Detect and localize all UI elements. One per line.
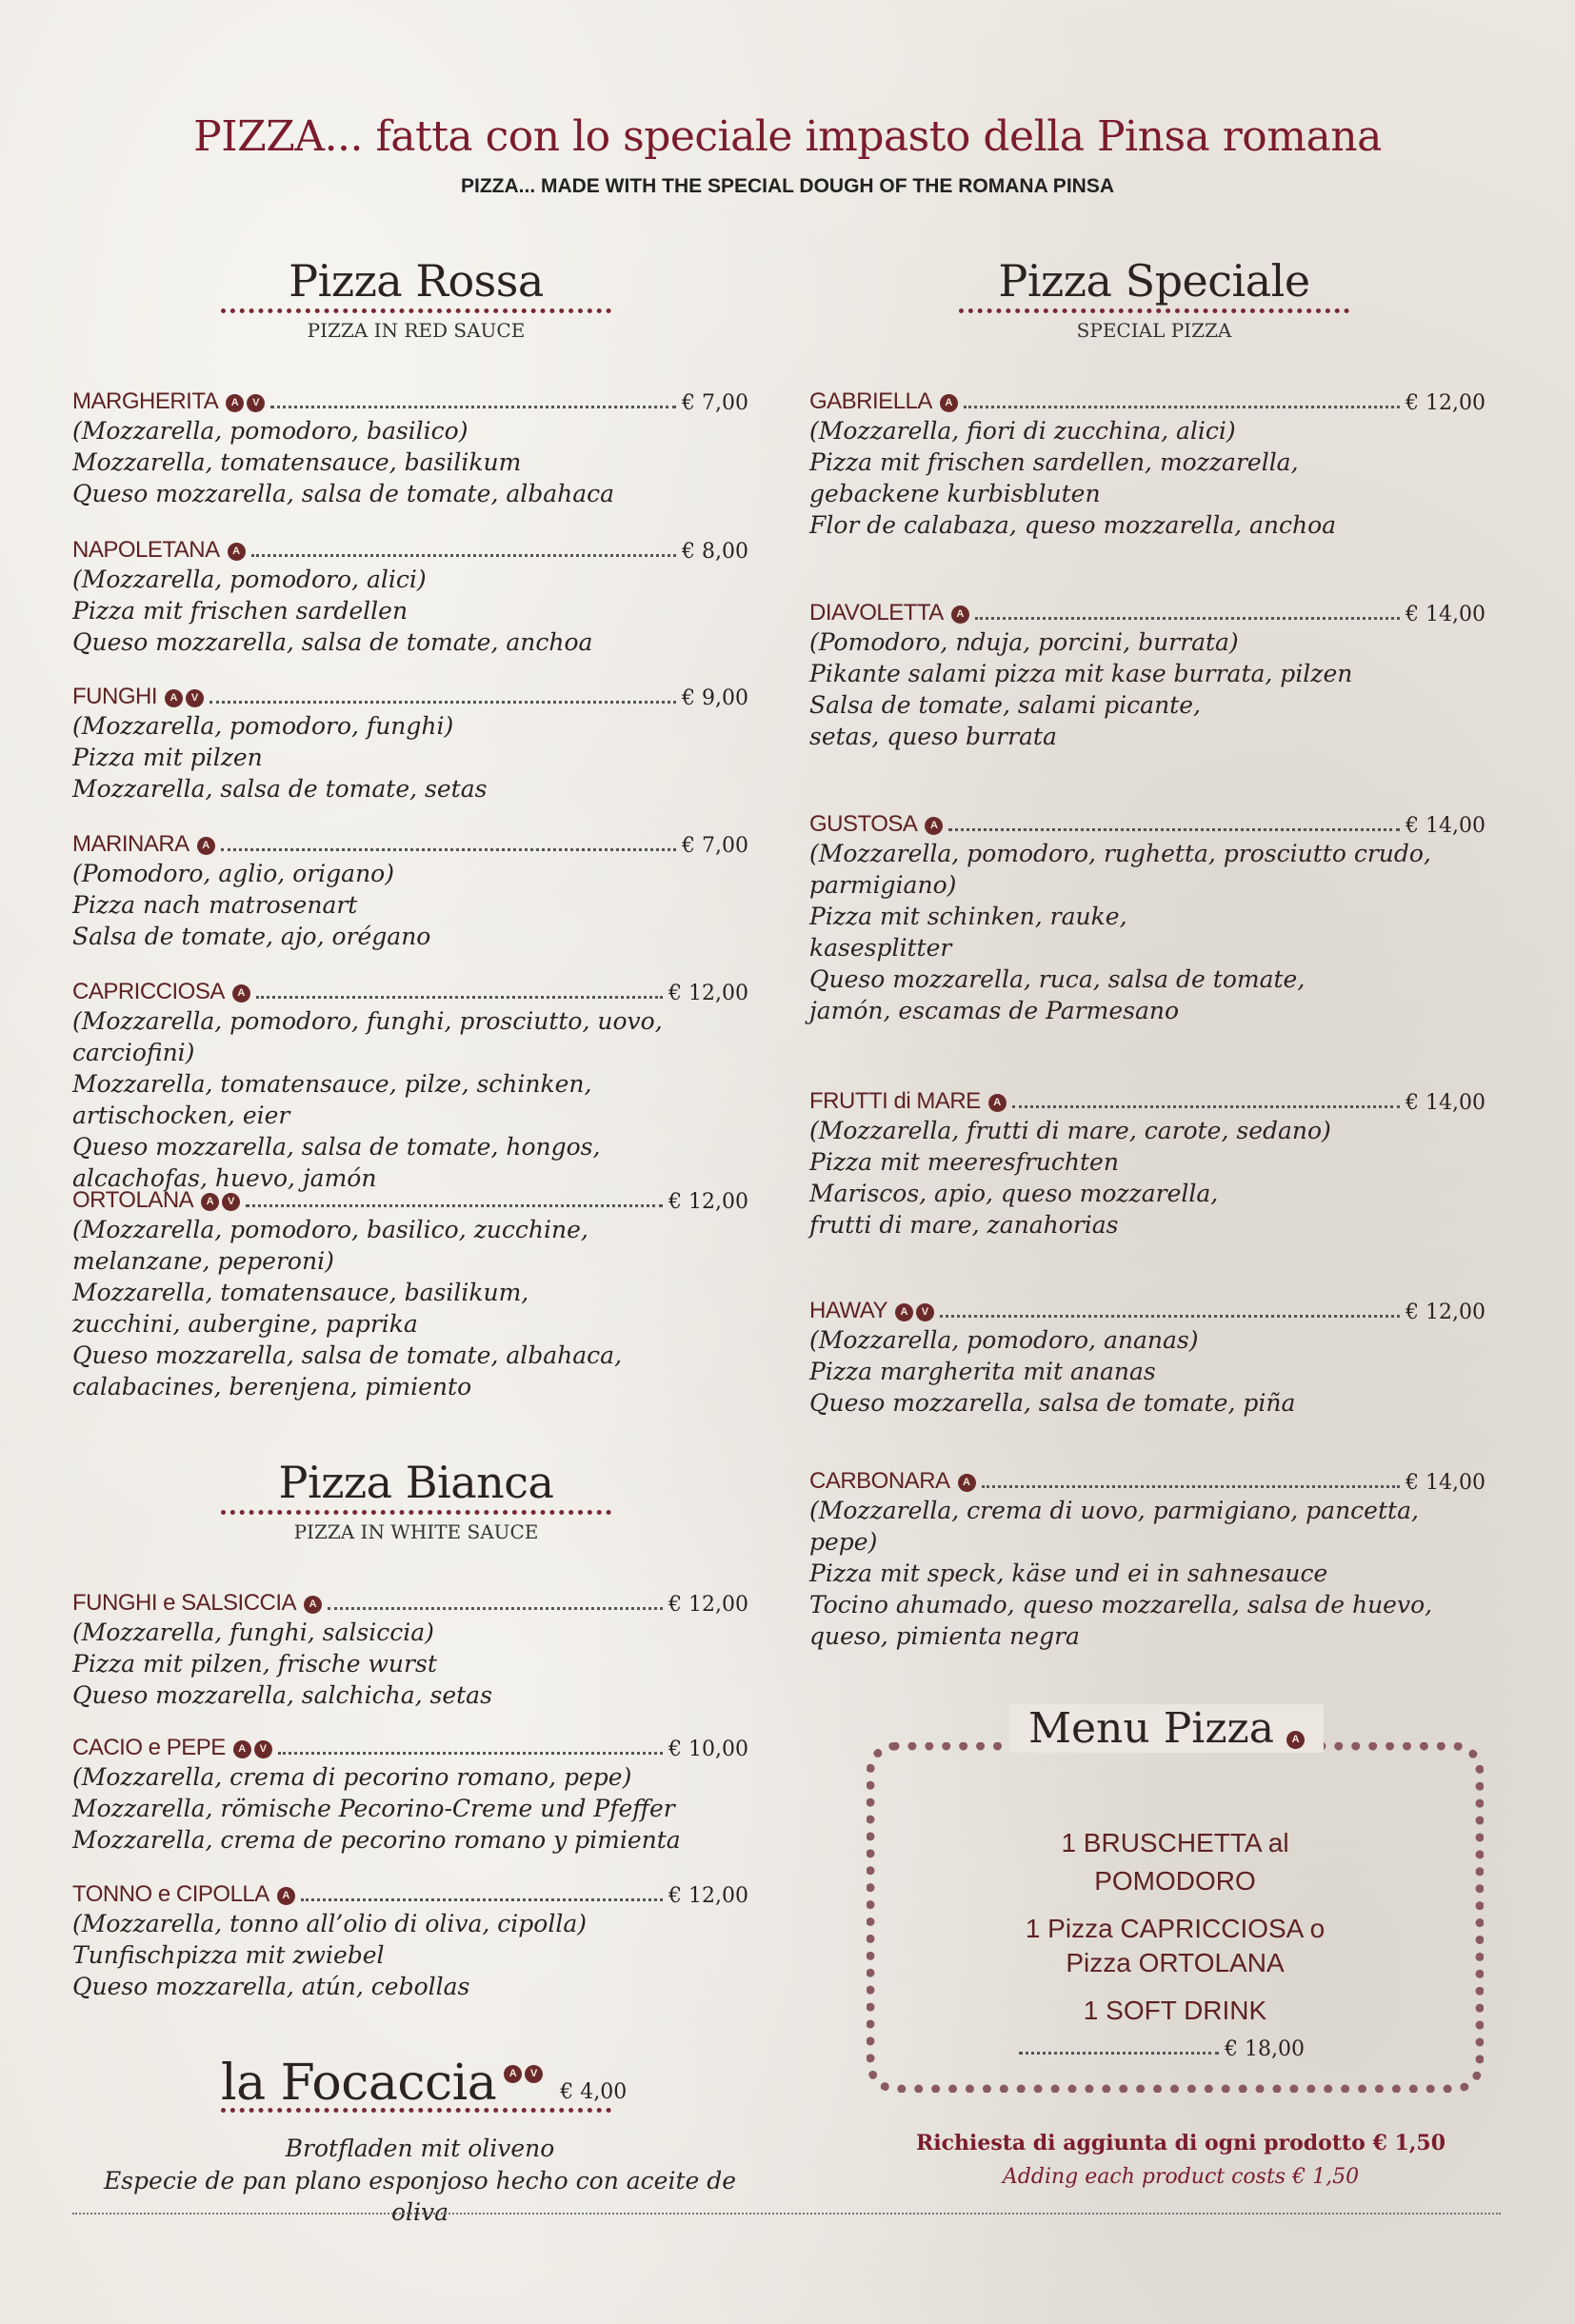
menu-item bbox=[809, 1298, 1485, 1419]
menu-item-name: TONNO e CIPOLLA bbox=[72, 1881, 269, 1907]
dotted-leader bbox=[1012, 1105, 1400, 1108]
menu-item-name: HAWAY bbox=[809, 1298, 887, 1323]
dotted-leader bbox=[270, 406, 676, 408]
menu-item-name: MARINARA bbox=[72, 831, 189, 857]
extra-cost-note-en: Adding each product costs € 1,50 bbox=[1002, 2165, 1360, 2189]
menu-item-header bbox=[72, 684, 748, 710]
section-divider bbox=[221, 1510, 611, 1515]
menu-item bbox=[72, 1187, 748, 1402]
dotted-leader bbox=[964, 406, 1400, 408]
menu-item-price: € 8,00 bbox=[682, 540, 748, 564]
menu-item-price: € 10,00 bbox=[668, 1738, 748, 1761]
vegetarian-badge-icon: V bbox=[247, 394, 265, 412]
menu-item-price: € 14,00 bbox=[1406, 814, 1485, 838]
menu-item-header bbox=[809, 1088, 1485, 1115]
menu-item-name: MARGHERITA bbox=[72, 388, 219, 414]
menu-item-price: € 14,00 bbox=[1406, 603, 1485, 626]
section-divider bbox=[221, 308, 611, 313]
allergen-badge-icon: A bbox=[165, 689, 183, 707]
menu-pizza-badges bbox=[1286, 1731, 1305, 1749]
menu-item-badges bbox=[197, 837, 215, 855]
section-title: Pizza Speciale bbox=[998, 255, 1310, 307]
page-title-lead: PIZZA... bbox=[193, 112, 364, 161]
menu-item bbox=[72, 1590, 748, 1711]
menu-pizza-heading bbox=[1009, 1704, 1324, 1753]
dotted-leader bbox=[1019, 2052, 1219, 2055]
menu-item bbox=[72, 537, 748, 658]
menu-item-name: GABRIELLA bbox=[809, 388, 932, 414]
menu-item-badges bbox=[228, 543, 246, 561]
menu-item-name: FUNGHI e SALSICCIA bbox=[72, 1590, 297, 1616]
menu-item-description: (Mozzarella, pomodoro, funghi, prosciutto, uovo, carciofini) Mozzarella, tomatensauce, pilze, schinken, artischocken, eier Queso mozzarella, salsa de tomate, hongos, alcachofas, huevo, jamón bbox=[72, 1007, 663, 1192]
section-subtitle: SPECIAL PIZZA bbox=[1076, 319, 1232, 342]
menu-item-badges bbox=[925, 817, 943, 835]
allergen-badge-icon: A bbox=[925, 817, 943, 835]
section-divider bbox=[959, 308, 1349, 313]
menu-item-badges bbox=[940, 394, 958, 412]
menu-item-description: (Mozzarella, crema di pecorino romano, pepe) Mozzarella, römische Pecorino-Creme und Pfeffer Mozzarella, crema de pecorino romano y pimienta bbox=[72, 1763, 681, 1854]
focaccia-line-1: Brotfladen mit oliveno bbox=[285, 2135, 555, 2162]
allergen-badge-icon: A bbox=[504, 2065, 522, 2083]
allergen-badge-icon: A bbox=[988, 1094, 1007, 1112]
menu-item-name: FUNGHI bbox=[72, 684, 157, 709]
menu-item-header bbox=[72, 1590, 748, 1617]
menu-item-name: DIAVOLETTA bbox=[809, 600, 944, 626]
allergen-badge-icon: A bbox=[201, 1193, 219, 1211]
dotted-leader bbox=[251, 554, 676, 557]
allergen-badge-icon: A bbox=[958, 1474, 976, 1492]
menu-item-description: (Mozzarella, pomodoro, alici) Pizza mit frischen sardellen Queso mozzarella, salsa de tomate, anchoa bbox=[72, 566, 593, 656]
dotted-leader bbox=[221, 848, 676, 851]
menu-item-header bbox=[72, 979, 748, 1005]
section-rossa-heading bbox=[221, 255, 611, 342]
dotted-leader bbox=[301, 1898, 663, 1901]
section-title: Pizza Bianca bbox=[278, 1457, 554, 1508]
menu-item bbox=[809, 600, 1485, 752]
allergen-badge-icon: A bbox=[304, 1596, 322, 1614]
menu-item-header bbox=[72, 1735, 748, 1761]
menu-item bbox=[809, 811, 1485, 1026]
page-title-rest: fatta con lo speciale impasto della Pinsa romana bbox=[363, 112, 1382, 161]
menu-item-name: FRUTTI di MARE bbox=[809, 1088, 981, 1114]
dotted-leader bbox=[328, 1607, 663, 1610]
focaccia-price: € 4,00 bbox=[560, 2080, 628, 2104]
menu-item-badges bbox=[958, 1474, 976, 1492]
menu-item bbox=[809, 1088, 1485, 1241]
focaccia-line-2: Especie de pan plano esponjoso hecho con aceite de oliva bbox=[103, 2167, 737, 2226]
allergen-badge-icon: A bbox=[951, 606, 969, 624]
menu-pizza-line: 1 Pizza CAPRICCIOSA o bbox=[1025, 1914, 1326, 1943]
menu-item bbox=[72, 979, 748, 1194]
focaccia-heading bbox=[221, 2055, 697, 2112]
menu-item-name: GUSTOSA bbox=[809, 811, 918, 837]
menu-item-price: € 12,00 bbox=[1406, 391, 1485, 415]
menu-item-badges bbox=[304, 1596, 322, 1614]
menu-item-name: CACIO e PEPE bbox=[72, 1735, 226, 1760]
menu-item-description: (Mozzarella, funghi, salsiccia) Pizza mit pilzen, frische wurst Queso mozzarella, salchicha, setas bbox=[72, 1619, 492, 1709]
menu-item bbox=[72, 1881, 748, 2002]
menu-item-badges bbox=[895, 1303, 934, 1321]
menu-item-header bbox=[809, 1298, 1485, 1324]
menu-item-price: € 7,00 bbox=[682, 834, 748, 858]
menu-item-description: (Mozzarella, fiori di zucchina, alici) Pizza mit frischen sardellen, mozzarella, gebackene kurbisbluten Flor de calabaza, queso mozzarella, anchoa bbox=[809, 417, 1337, 539]
bottom-divider bbox=[72, 2213, 1501, 2215]
menu-item-name: ORTOLANA bbox=[72, 1187, 194, 1213]
vegetarian-badge-icon: V bbox=[186, 689, 204, 707]
menu-pizza-line: Pizza ORTOLANA bbox=[1066, 1948, 1285, 1977]
allergen-badge-icon: A bbox=[1286, 1731, 1305, 1749]
menu-item-name: CARBONARA bbox=[809, 1468, 950, 1494]
section-bianca-heading bbox=[221, 1457, 611, 1543]
allergen-badge-icon: A bbox=[228, 543, 246, 561]
menu-item-description: (Mozzarella, pomodoro, ananas) Pizza margherita mit ananas Queso mozzarella, salsa de tomate, piña bbox=[809, 1326, 1296, 1417]
menu-pizza-title: Menu Pizza bbox=[1027, 1704, 1274, 1753]
section-subtitle: PIZZA IN WHITE SAUCE bbox=[293, 1520, 539, 1543]
menu-item-name: CAPRICCIOSA bbox=[72, 979, 225, 1004]
menu-pizza-price-row bbox=[1019, 2037, 1305, 2061]
menu-item-description: (Mozzarella, frutti di mare, carote, sedano) Pizza mit meeresfruchten Mariscos, apio, queso mozzarella, frutti di mare, zanahorias bbox=[809, 1117, 1331, 1239]
section-speciale-heading bbox=[959, 255, 1349, 342]
menu-item-header bbox=[809, 600, 1485, 626]
menu-pizza-price: € 18,00 bbox=[1225, 2037, 1305, 2061]
menu-item-badges bbox=[277, 1887, 295, 1905]
menu-item-header bbox=[72, 1187, 748, 1214]
menu-item-badges bbox=[165, 689, 204, 707]
allergen-badge-icon: A bbox=[226, 394, 244, 412]
page-subtitle: PIZZA... MADE WITH THE SPECIAL DOUGH OF THE ROMANA PINSA bbox=[460, 175, 1114, 197]
menu-item-badges bbox=[233, 1740, 272, 1758]
focaccia-title: la Focaccia bbox=[221, 2055, 497, 2112]
menu-item-price: € 14,00 bbox=[1406, 1471, 1485, 1495]
menu-item-description: (Mozzarella, pomodoro, basilico) Mozzarella, tomatensauce, basilikum Queso mozzarella, salsa de tomate, albahaca bbox=[72, 417, 615, 507]
dotted-leader bbox=[940, 1315, 1400, 1318]
focaccia-section bbox=[221, 2055, 697, 2113]
menu-pizza-line: 1 BRUSCHETTA al bbox=[1061, 1828, 1289, 1857]
menu-item bbox=[72, 831, 748, 952]
menu-item-price: € 12,00 bbox=[668, 1884, 748, 1908]
allergen-badge-icon: A bbox=[940, 394, 958, 412]
menu-item-price: € 12,00 bbox=[668, 1190, 748, 1214]
menu-item bbox=[72, 388, 748, 509]
menu-item bbox=[809, 388, 1485, 541]
allergen-badge-icon: A bbox=[232, 984, 250, 1003]
menu-item-badges bbox=[232, 984, 250, 1003]
menu-item-header bbox=[72, 831, 748, 858]
dotted-leader bbox=[278, 1752, 663, 1755]
vegetarian-badge-icon: V bbox=[254, 1740, 272, 1758]
page-title bbox=[0, 112, 1575, 161]
allergen-badge-icon: A bbox=[895, 1303, 913, 1321]
menu-item-description: (Mozzarella, pomodoro, funghi) Pizza mit pilzen Mozzarella, salsa de tomate, setas bbox=[72, 712, 488, 803]
menu-pizza-line: 1 SOFT DRINK bbox=[1083, 1996, 1267, 2025]
menu-item-header bbox=[809, 388, 1485, 415]
vegetarian-badge-icon: V bbox=[525, 2065, 543, 2083]
menu-item-price: € 7,00 bbox=[682, 391, 748, 415]
menu-item bbox=[72, 684, 748, 804]
menu-item-description: (Mozzarella, crema di uovo, parmigiano, pancetta, pepe) Pizza mit speck, käse und ei in sahnesauce Tocino ahumado, queso mozzarella, salsa de huevo, queso, pimienta negra bbox=[809, 1497, 1433, 1650]
section-title: Pizza Rossa bbox=[289, 255, 544, 307]
focaccia-badges bbox=[504, 2065, 543, 2083]
menu-item-price: € 12,00 bbox=[1406, 1301, 1485, 1324]
menu-item-header bbox=[809, 811, 1485, 838]
menu-item-badges bbox=[988, 1094, 1007, 1112]
menu-item-description: (Mozzarella, pomodoro, basilico, zucchine, melanzane, peperoni) Mozzarella, tomatensauce, basilikum, zucchini, aubergine, paprika Queso mozzarella, salsa de tomate, albahaca, calabacines, berenjena, pimiento bbox=[72, 1216, 623, 1400]
menu-item-description: (Mozzarella, tonno all’olio di oliva, cipolla) Tunfischpizza mit zwiebel Queso mozzarella, atún, cebollas bbox=[72, 1910, 587, 2000]
menu-item-badges bbox=[226, 394, 265, 412]
menu-item-header bbox=[72, 388, 748, 415]
menu-item-badges bbox=[951, 606, 969, 624]
menu-pizza-line: POMODORO bbox=[1094, 1866, 1256, 1896]
menu-item-name: NAPOLETANA bbox=[72, 537, 220, 563]
menu-item-header bbox=[72, 1881, 748, 1908]
allergen-badge-icon: A bbox=[277, 1887, 295, 1905]
dotted-leader bbox=[948, 828, 1400, 831]
menu-item-price: € 12,00 bbox=[668, 1593, 748, 1617]
menu-item-header bbox=[72, 537, 748, 564]
allergen-badge-icon: A bbox=[233, 1740, 251, 1758]
menu-item-price: € 12,00 bbox=[668, 982, 748, 1005]
vegetarian-badge-icon: V bbox=[222, 1193, 240, 1211]
menu-item bbox=[809, 1468, 1485, 1652]
vegetarian-badge-icon: V bbox=[916, 1303, 934, 1321]
menu-item-badges bbox=[201, 1193, 240, 1211]
dotted-leader bbox=[975, 617, 1400, 620]
dotted-leader bbox=[246, 1204, 663, 1207]
extra-cost-note-it: Richiesta di aggiunta di ogni prodotto € 1,50 bbox=[915, 2131, 1446, 2155]
menu-item-header bbox=[809, 1468, 1485, 1495]
menu-item-price: € 14,00 bbox=[1406, 1091, 1485, 1115]
section-subtitle: PIZZA IN RED SAUCE bbox=[307, 319, 526, 342]
menu-item-description: (Pomodoro, aglio, origano) Pizza nach matrosenart Salsa de tomate, ajo, orégano bbox=[72, 860, 431, 950]
menu-item bbox=[72, 1735, 748, 1856]
allergen-badge-icon: A bbox=[197, 837, 215, 855]
menu-item-description: (Mozzarella, pomodoro, rughetta, prosciutto crudo, parmigiano) Pizza mit schinken, rauke, kasesplitter Queso mozzarella, ruca, salsa de tomate, jamón, escamas de Parmesano bbox=[809, 840, 1431, 1024]
dotted-leader bbox=[982, 1485, 1400, 1488]
menu-item-description: (Pomodoro, nduja, porcini, burrata) Pikante salami pizza mit kase burrata, pilzen Salsa de tomate, salami picante, setas, queso burrata bbox=[809, 628, 1353, 750]
dotted-leader bbox=[209, 701, 676, 704]
menu-item-price: € 9,00 bbox=[682, 686, 748, 710]
dotted-leader bbox=[256, 996, 663, 999]
